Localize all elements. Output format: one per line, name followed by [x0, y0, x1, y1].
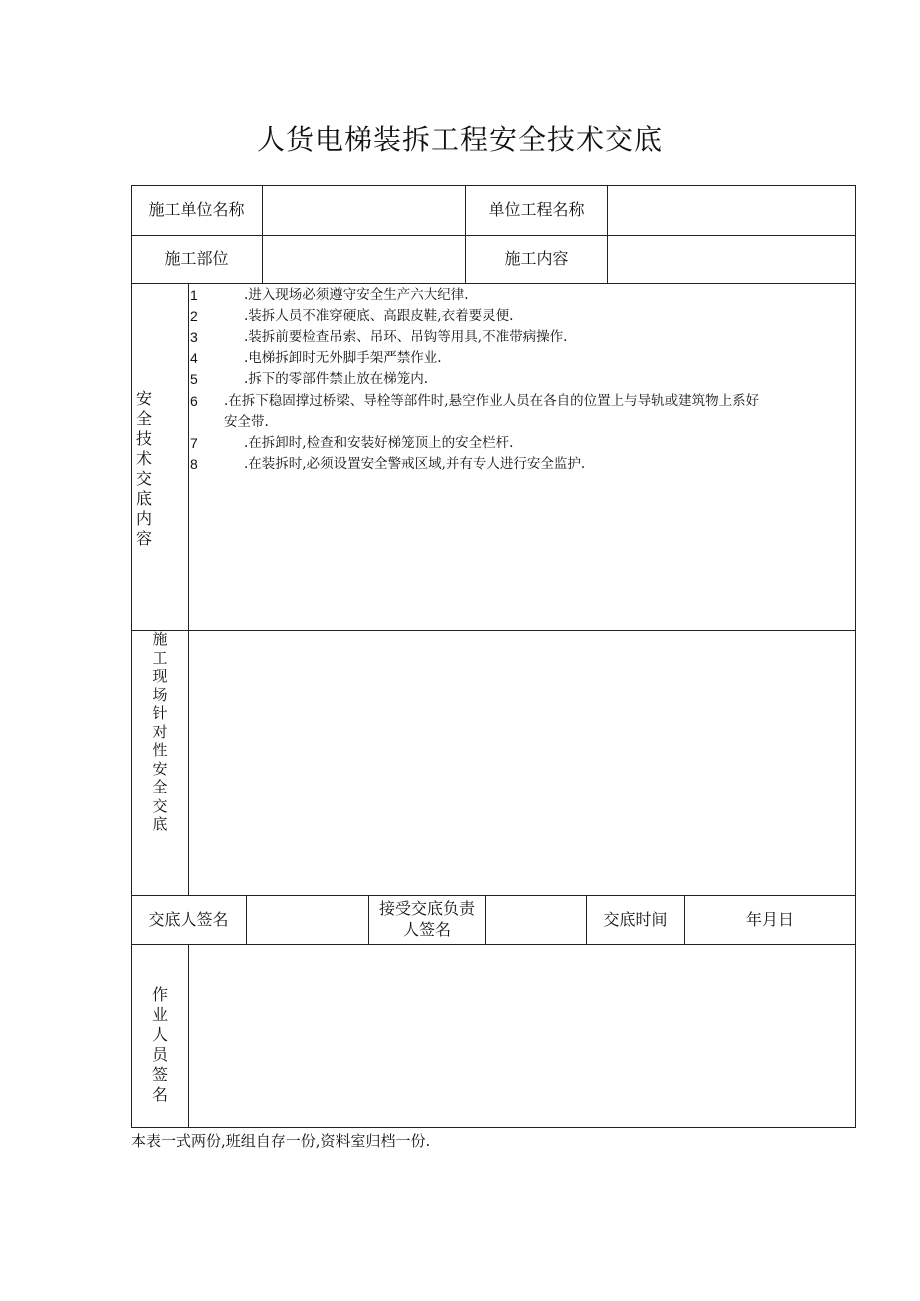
list-item — [190, 433, 514, 455]
list-item — [190, 285, 469, 307]
list-item — [190, 348, 442, 370]
list-item — [190, 306, 514, 328]
project-name-field[interactable] — [608, 186, 855, 235]
briefer-signature-field[interactable] — [247, 896, 368, 944]
col-divider — [368, 895, 369, 944]
content-field[interactable] — [608, 236, 855, 283]
list-item — [190, 369, 429, 391]
list-item-continuation: 安全带. — [224, 414, 269, 430]
location-field[interactable] — [263, 236, 465, 283]
site-section-label: 施工现场针对性安全交底 — [152, 630, 168, 833]
row-divider — [131, 283, 856, 284]
footer-note: 本表一式两份,班组自存一份,资料室归档一份. — [131, 1132, 431, 1150]
receiver-signature-field[interactable] — [486, 896, 586, 944]
item-number: 2 — [190, 308, 198, 324]
site-section-field[interactable] — [189, 631, 855, 895]
item-text: .进入现场必须遵守安全生产六大纪律. — [244, 287, 469, 303]
item-text: .电梯拆卸时无外脚手架严禁作业. — [244, 350, 442, 366]
unit-name-field[interactable] — [263, 186, 465, 235]
list-item — [190, 454, 586, 476]
item-text: .装拆前要检查吊索、吊环、吊钩等用具,不准带病操作. — [244, 329, 568, 345]
content-label: 施工内容 — [504, 249, 569, 269]
list-item — [190, 327, 568, 349]
list-item — [190, 391, 760, 413]
safety-section-label: 安全技术交底内容 — [135, 389, 152, 548]
workers-section-label: 作业人员签名 — [151, 985, 168, 1104]
unit-name-label: 施工单位名称 — [148, 200, 245, 220]
briefer-label: 交底人签名 — [148, 909, 229, 929]
item-number: 4 — [190, 350, 198, 366]
time-label: 交底时间 — [603, 909, 668, 929]
document-title: 人货电梯装拆工程安全技术交底 — [256, 123, 663, 156]
item-text: .装拆人员不准穿硬底、高跟皮鞋,衣着要灵便. — [244, 308, 514, 324]
item-number: 7 — [190, 435, 198, 451]
item-number: 5 — [190, 371, 198, 387]
item-text: .在拆卸时,检查和安装好梯笼顶上的安全栏杆. — [244, 435, 514, 451]
date-field[interactable]: 年月日 — [745, 909, 794, 929]
project-name-label: 单位工程名称 — [488, 200, 585, 220]
item-number: 3 — [190, 329, 198, 345]
receiver-label: 接受交底负责人签名 — [378, 899, 475, 939]
item-number: 6 — [190, 393, 198, 409]
item-number: 8 — [190, 456, 198, 472]
workers-signature-field[interactable] — [189, 945, 855, 1127]
item-text: .在拆下稳固撑过桥梁、导栓等部件时,悬空作业人员在各自的位置上与导轨或建筑物上系好 — [224, 393, 760, 409]
item-number: 1 — [190, 287, 198, 303]
location-label: 施工部位 — [164, 249, 229, 269]
item-text: .拆下的零部件禁止放在梯笼内. — [244, 371, 429, 387]
item-text: .在装拆时,必须设置安全警戒区域,并有专人进行安全监护. — [244, 456, 586, 472]
